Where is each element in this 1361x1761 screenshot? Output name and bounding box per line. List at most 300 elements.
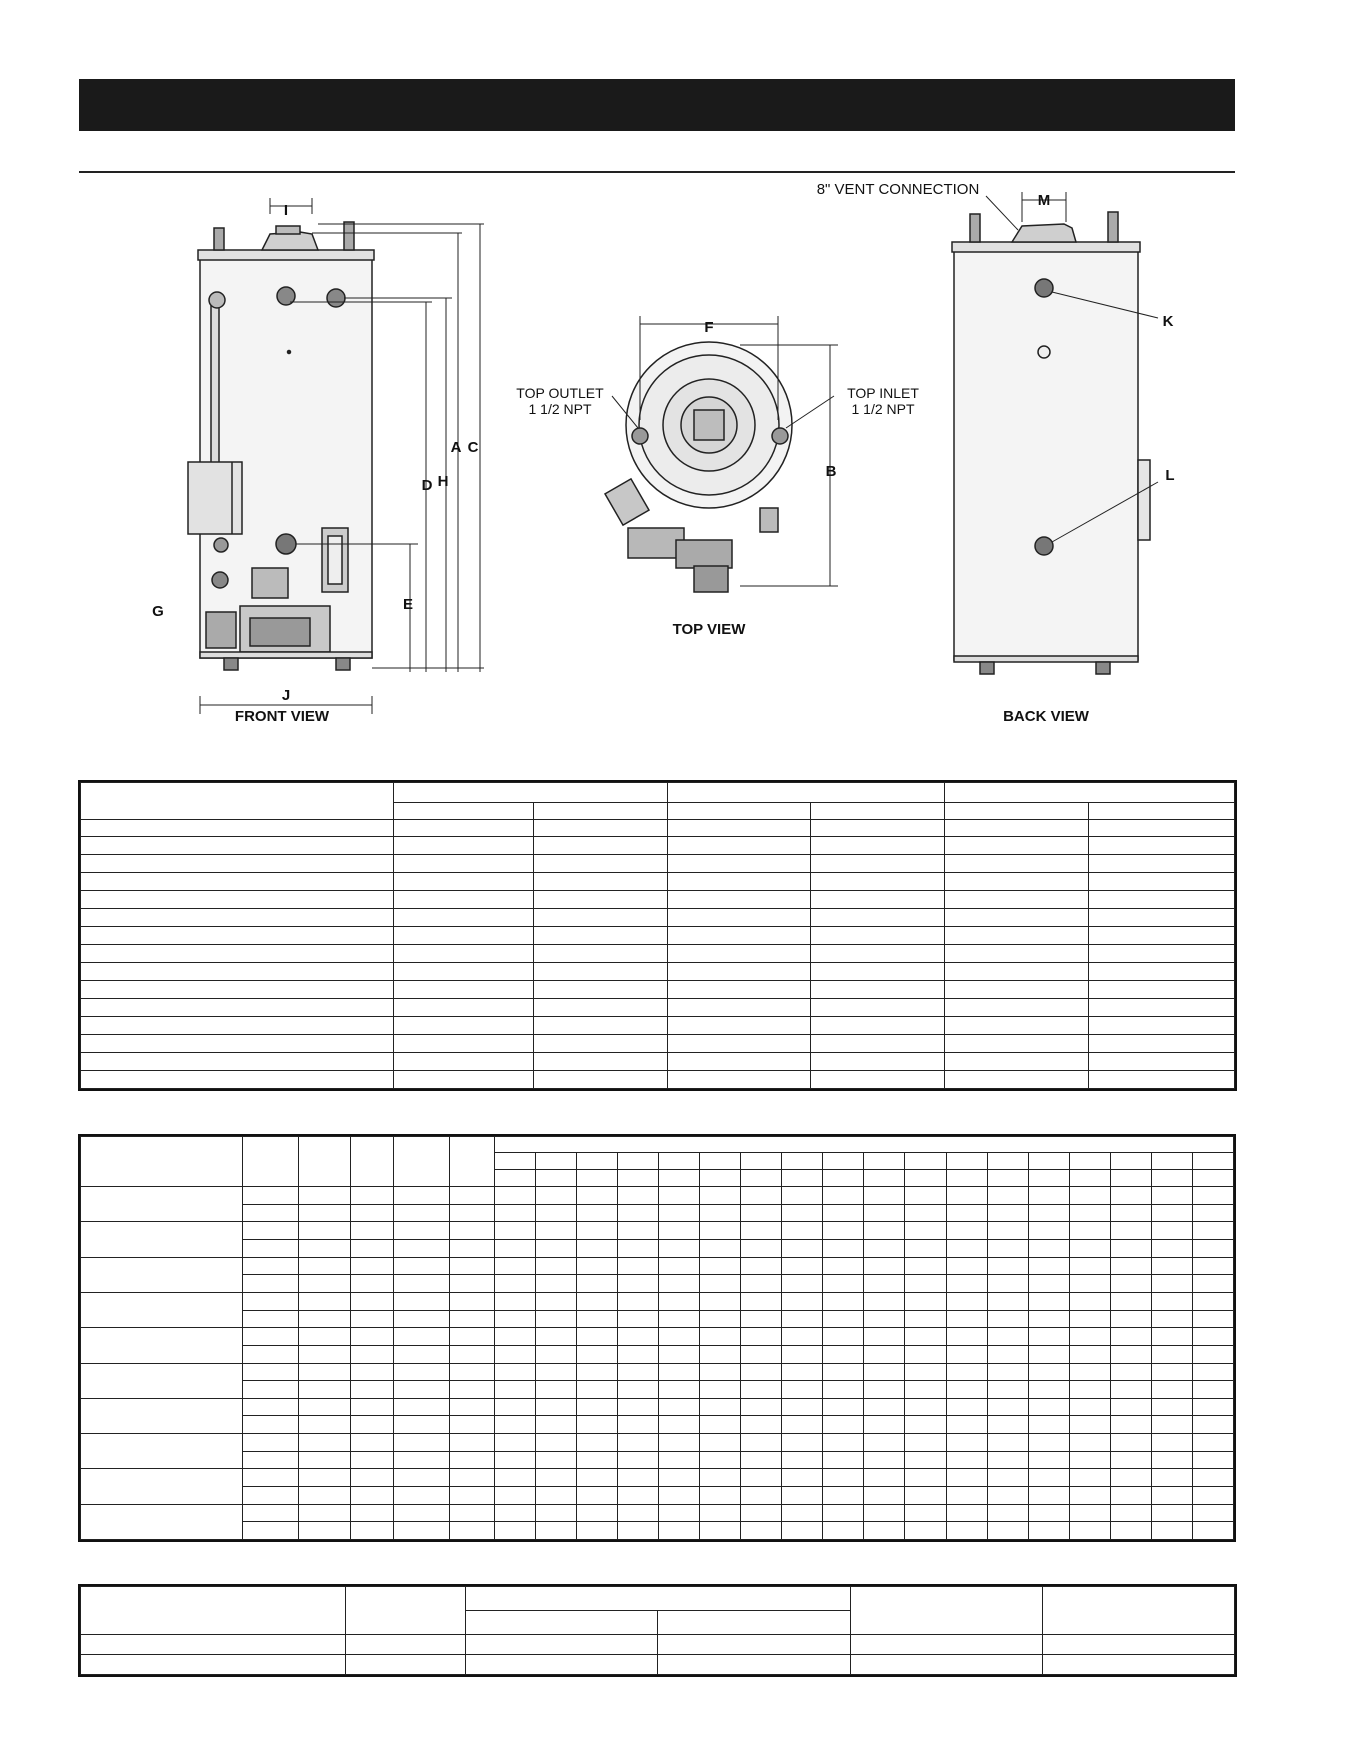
- table-cell: [782, 1469, 823, 1487]
- table-cell: [495, 1504, 536, 1522]
- table-cell: [851, 1587, 1043, 1635]
- table-cell: [1069, 1310, 1110, 1328]
- table-cell: [618, 1504, 659, 1522]
- table-cell: [946, 1222, 987, 1240]
- table-cell: [618, 1328, 659, 1346]
- table-cell: [1192, 1257, 1233, 1275]
- table-cell: [946, 1434, 987, 1452]
- table-cell: [659, 1504, 700, 1522]
- table-cell: [81, 927, 394, 945]
- table-cell: [659, 1204, 700, 1222]
- table-cell: [1110, 1275, 1151, 1293]
- table-cell: [450, 1187, 495, 1205]
- table-cell: [823, 1170, 864, 1187]
- table-cell: [945, 1052, 1089, 1070]
- table-cell: [1028, 1275, 1069, 1293]
- table-cell: [299, 1469, 351, 1487]
- table-cell: [1069, 1522, 1110, 1540]
- table-cell: [577, 1170, 618, 1187]
- table-cell: [700, 1170, 741, 1187]
- table-cell: [81, 1257, 243, 1292]
- table-cell: [945, 819, 1089, 837]
- table-cell: [823, 1398, 864, 1416]
- table-cell: [495, 1275, 536, 1293]
- dim-label-j: J: [281, 687, 291, 704]
- table-cell: [536, 1257, 577, 1275]
- table-cell: [534, 1034, 668, 1052]
- table-cell: [351, 1363, 394, 1381]
- table-cell: [905, 1222, 946, 1240]
- table-cell: [905, 1292, 946, 1310]
- table-cell: [243, 1275, 299, 1293]
- table-cell: [905, 1153, 946, 1170]
- table-cell: [864, 1170, 905, 1187]
- table-cell: [81, 1016, 394, 1034]
- table-cell: [81, 1398, 243, 1433]
- table-cell: [299, 1416, 351, 1434]
- table-cell: [243, 1381, 299, 1399]
- table-cell: [243, 1137, 299, 1187]
- table-cell: [577, 1434, 618, 1452]
- table-cell: [534, 998, 668, 1016]
- table-cell: [299, 1257, 351, 1275]
- table-cell: [81, 1655, 346, 1675]
- table-cell: [299, 1345, 351, 1363]
- table-cell: [659, 1451, 700, 1469]
- table-cell: [394, 819, 534, 837]
- table-cell: [864, 1381, 905, 1399]
- table-cell: [536, 1434, 577, 1452]
- table-cell: [577, 1222, 618, 1240]
- table-cell: [299, 1204, 351, 1222]
- table-cell: [811, 1052, 945, 1070]
- table-cell: [1089, 945, 1235, 963]
- table-cell: [946, 1363, 987, 1381]
- table-cell: [1089, 998, 1235, 1016]
- table-cell: [700, 1153, 741, 1170]
- table-cell: [905, 1310, 946, 1328]
- table-cell: [811, 855, 945, 873]
- table-cell: [577, 1416, 618, 1434]
- table-cell: [618, 1345, 659, 1363]
- table-cell: [1069, 1487, 1110, 1505]
- table-cell: [864, 1153, 905, 1170]
- table-cell: [700, 1487, 741, 1505]
- dimensions-table-body: [81, 783, 1235, 1089]
- table-cell: [534, 909, 668, 927]
- table-cell: [495, 1522, 536, 1540]
- table-cell: [658, 1655, 851, 1675]
- table-cell: [700, 1451, 741, 1469]
- table-cell: [536, 1204, 577, 1222]
- table-cell: [394, 1522, 450, 1540]
- table-row: [81, 873, 1235, 891]
- table-cell: [1151, 1187, 1192, 1205]
- table-cell: [659, 1487, 700, 1505]
- table-cell: [946, 1469, 987, 1487]
- table-cell: [864, 1222, 905, 1240]
- table-cell: [495, 1451, 536, 1469]
- table-cell: [945, 909, 1089, 927]
- table-row: [81, 1451, 1234, 1469]
- table-cell: [534, 873, 668, 891]
- table-row: [81, 783, 1235, 803]
- table-cell: [668, 998, 811, 1016]
- table-cell: [741, 1469, 782, 1487]
- table-cell: [351, 1204, 394, 1222]
- table-cell: [577, 1363, 618, 1381]
- table-cell: [823, 1257, 864, 1275]
- table-cell: [243, 1416, 299, 1434]
- table-cell: [1089, 963, 1235, 981]
- table-cell: [394, 1487, 450, 1505]
- table-cell: [946, 1153, 987, 1170]
- table-row: [81, 1016, 1235, 1034]
- table-cell: [1069, 1170, 1110, 1187]
- table-cell: [782, 1345, 823, 1363]
- table-cell: [741, 1451, 782, 1469]
- table-cell: [1089, 803, 1235, 819]
- recovery-table-body: [81, 1137, 1234, 1540]
- table-cell: [394, 1204, 450, 1222]
- table-cell: [1110, 1381, 1151, 1399]
- table-cell: [534, 819, 668, 837]
- table-cell: [243, 1522, 299, 1540]
- table-cell: [495, 1240, 536, 1258]
- table-cell: [536, 1381, 577, 1399]
- table-cell: [495, 1292, 536, 1310]
- table-cell: [782, 1170, 823, 1187]
- table-cell: [823, 1310, 864, 1328]
- table-cell: [351, 1257, 394, 1275]
- table-cell: [299, 1381, 351, 1399]
- table-cell: [823, 1469, 864, 1487]
- table-cell: [536, 1292, 577, 1310]
- dim-label-f: F: [704, 319, 714, 336]
- table-cell: [577, 1257, 618, 1275]
- table-cell: [536, 1170, 577, 1187]
- table-row: [81, 1398, 1234, 1416]
- dim-label-d: D: [421, 477, 433, 494]
- dimension-drawings: [0, 0, 1361, 760]
- table-cell: [987, 1240, 1028, 1258]
- table-cell: [243, 1240, 299, 1258]
- table-cell: [1069, 1275, 1110, 1293]
- table-cell: [536, 1451, 577, 1469]
- table-cell: [864, 1345, 905, 1363]
- table-cell: [450, 1345, 495, 1363]
- table-cell: [1110, 1487, 1151, 1505]
- table-cell: [946, 1275, 987, 1293]
- table-cell: [823, 1292, 864, 1310]
- table-cell: [1110, 1522, 1151, 1540]
- table-cell: [618, 1487, 659, 1505]
- table-cell: [668, 783, 945, 803]
- table-cell: [668, 891, 811, 909]
- table-cell: [618, 1522, 659, 1540]
- table-cell: [495, 1137, 1234, 1153]
- table-cell: [700, 1381, 741, 1399]
- table-cell: [946, 1170, 987, 1187]
- table-cell: [81, 783, 394, 820]
- table-cell: [1069, 1363, 1110, 1381]
- table-cell: [659, 1170, 700, 1187]
- table-cell: [534, 963, 668, 981]
- table-cell: [243, 1434, 299, 1452]
- table-cell: [782, 1381, 823, 1399]
- table-cell: [1028, 1381, 1069, 1399]
- table-cell: [536, 1487, 577, 1505]
- table-cell: [299, 1137, 351, 1187]
- table-row: [81, 1204, 1234, 1222]
- table-cell: [782, 1153, 823, 1170]
- table-cell: [394, 945, 534, 963]
- table-cell: [987, 1222, 1028, 1240]
- table-cell: [577, 1522, 618, 1540]
- table-cell: [823, 1240, 864, 1258]
- table-cell: [864, 1363, 905, 1381]
- table-cell: [1028, 1522, 1069, 1540]
- table-row: [81, 1363, 1234, 1381]
- table-cell: [450, 1363, 495, 1381]
- table-cell: [782, 1363, 823, 1381]
- table-cell: [905, 1451, 946, 1469]
- table-cell: [394, 1222, 450, 1240]
- table-cell: [1028, 1187, 1069, 1205]
- table-cell: [1110, 1451, 1151, 1469]
- table-cell: [987, 1381, 1028, 1399]
- table-cell: [1151, 1257, 1192, 1275]
- table-cell: [394, 855, 534, 873]
- table-cell: [346, 1635, 466, 1655]
- table-cell: [536, 1345, 577, 1363]
- table-cell: [534, 927, 668, 945]
- table-cell: [81, 873, 394, 891]
- table-cell: [394, 1292, 450, 1310]
- table-cell: [450, 1416, 495, 1434]
- table-cell: [1192, 1434, 1233, 1452]
- table-cell: [741, 1504, 782, 1522]
- table-cell: [659, 1381, 700, 1399]
- table-cell: [1110, 1204, 1151, 1222]
- table-cell: [700, 1275, 741, 1293]
- table-cell: [1089, 909, 1235, 927]
- table-cell: [81, 1034, 394, 1052]
- table-cell: [1069, 1328, 1110, 1346]
- table-cell: [81, 1434, 243, 1469]
- table-cell: [81, 1187, 243, 1222]
- table-cell: [1089, 837, 1235, 855]
- table-cell: [946, 1345, 987, 1363]
- table-cell: [394, 1363, 450, 1381]
- table-cell: [394, 1328, 450, 1346]
- table-cell: [864, 1204, 905, 1222]
- table-cell: [864, 1469, 905, 1487]
- table-cell: [987, 1328, 1028, 1346]
- table-cell: [351, 1416, 394, 1434]
- table-cell: [351, 1434, 394, 1452]
- table-cell: [668, 945, 811, 963]
- table-cell: [945, 998, 1089, 1016]
- table-cell: [823, 1451, 864, 1469]
- table-cell: [823, 1522, 864, 1540]
- table-cell: [495, 1487, 536, 1505]
- table-cell: [536, 1240, 577, 1258]
- dim-label-c: C: [467, 439, 479, 456]
- table-cell: [1069, 1434, 1110, 1452]
- table-cell: [299, 1451, 351, 1469]
- table-cell: [299, 1363, 351, 1381]
- table-cell: [450, 1275, 495, 1293]
- table-cell: [394, 1381, 450, 1399]
- table-cell: [81, 980, 394, 998]
- table-cell: [577, 1310, 618, 1328]
- table-cell: [946, 1451, 987, 1469]
- table-cell: [1069, 1257, 1110, 1275]
- table-cell: [577, 1504, 618, 1522]
- table-cell: [1192, 1187, 1233, 1205]
- table-cell: [945, 873, 1089, 891]
- table-cell: [495, 1345, 536, 1363]
- table-cell: [299, 1434, 351, 1452]
- table-cell: [987, 1487, 1028, 1505]
- table-cell: [700, 1469, 741, 1487]
- table-cell: [668, 855, 811, 873]
- table-cell: [823, 1363, 864, 1381]
- table-cell: [1028, 1257, 1069, 1275]
- table-cell: [1151, 1170, 1192, 1187]
- table-cell: [243, 1204, 299, 1222]
- table-row: [81, 945, 1235, 963]
- table-cell: [823, 1187, 864, 1205]
- table-cell: [1151, 1487, 1192, 1505]
- table-cell: [394, 1034, 534, 1052]
- table-cell: [1192, 1153, 1233, 1170]
- table-cell: [1192, 1398, 1233, 1416]
- table-cell: [1110, 1469, 1151, 1487]
- table-cell: [1151, 1434, 1192, 1452]
- table-cell: [905, 1328, 946, 1346]
- table-cell: [351, 1522, 394, 1540]
- table-cell: [618, 1222, 659, 1240]
- table-cell: [700, 1310, 741, 1328]
- table-cell: [1043, 1635, 1235, 1655]
- table-cell: [1069, 1153, 1110, 1170]
- table-cell: [864, 1434, 905, 1452]
- table-row: [81, 1504, 1234, 1522]
- table-cell: [577, 1187, 618, 1205]
- table-cell: [299, 1222, 351, 1240]
- table-cell: [1110, 1416, 1151, 1434]
- table-cell: [668, 909, 811, 927]
- table-cell: [534, 837, 668, 855]
- table-cell: [987, 1292, 1028, 1310]
- table-cell: [659, 1257, 700, 1275]
- table-cell: [1151, 1345, 1192, 1363]
- table-cell: [536, 1310, 577, 1328]
- table-cell: [945, 837, 1089, 855]
- table-cell: [1192, 1381, 1233, 1399]
- table-cell: [700, 1416, 741, 1434]
- table-cell: [811, 1016, 945, 1034]
- table-cell: [394, 1240, 450, 1258]
- table-cell: [351, 1328, 394, 1346]
- table-cell: [536, 1153, 577, 1170]
- table-cell: [659, 1416, 700, 1434]
- table-cell: [823, 1434, 864, 1452]
- table-row: [81, 998, 1235, 1016]
- table-cell: [450, 1292, 495, 1310]
- table-cell: [450, 1257, 495, 1275]
- table-cell: [450, 1504, 495, 1522]
- table-cell: [495, 1434, 536, 1452]
- table-cell: [741, 1292, 782, 1310]
- table-row: [81, 1222, 1234, 1240]
- table-cell: [811, 963, 945, 981]
- table-cell: [987, 1416, 1028, 1434]
- table-cell: [782, 1504, 823, 1522]
- table-cell: [987, 1204, 1028, 1222]
- table-cell: [700, 1292, 741, 1310]
- table-cell: [495, 1153, 536, 1170]
- table-cell: [1151, 1381, 1192, 1399]
- table-cell: [1192, 1522, 1233, 1540]
- table-cell: [394, 1504, 450, 1522]
- table-cell: [987, 1257, 1028, 1275]
- table-cell: [1110, 1292, 1151, 1310]
- table-row: [81, 1052, 1235, 1070]
- table-cell: [536, 1275, 577, 1293]
- table-cell: [495, 1257, 536, 1275]
- table-cell: [618, 1310, 659, 1328]
- table-cell: [534, 980, 668, 998]
- table-cell: [536, 1328, 577, 1346]
- table-cell: [536, 1469, 577, 1487]
- table-cell: [1069, 1292, 1110, 1310]
- table-cell: [987, 1522, 1028, 1540]
- table-cell: [577, 1153, 618, 1170]
- table-cell: [577, 1292, 618, 1310]
- table-cell: [534, 1070, 668, 1088]
- table-cell: [782, 1187, 823, 1205]
- table-cell: [987, 1363, 1028, 1381]
- table-cell: [1043, 1655, 1235, 1675]
- table-cell: [299, 1328, 351, 1346]
- table-cell: [741, 1257, 782, 1275]
- table-cell: [243, 1187, 299, 1205]
- table-cell: [495, 1187, 536, 1205]
- table-cell: [700, 1434, 741, 1452]
- table-cell: [864, 1328, 905, 1346]
- table-cell: [1110, 1153, 1151, 1170]
- table-cell: [782, 1398, 823, 1416]
- table-cell: [618, 1153, 659, 1170]
- table-cell: [618, 1416, 659, 1434]
- table-cell: [1110, 1398, 1151, 1416]
- table-cell: [1028, 1469, 1069, 1487]
- table-cell: [536, 1504, 577, 1522]
- table-cell: [351, 1487, 394, 1505]
- table-cell: [1151, 1398, 1192, 1416]
- table-cell: [1151, 1469, 1192, 1487]
- table-cell: [536, 1222, 577, 1240]
- table-cell: [394, 1257, 450, 1275]
- table-cell: [987, 1153, 1028, 1170]
- table-cell: [394, 873, 534, 891]
- table-cell: [81, 1292, 243, 1327]
- table-cell: [668, 927, 811, 945]
- table-cell: [394, 837, 534, 855]
